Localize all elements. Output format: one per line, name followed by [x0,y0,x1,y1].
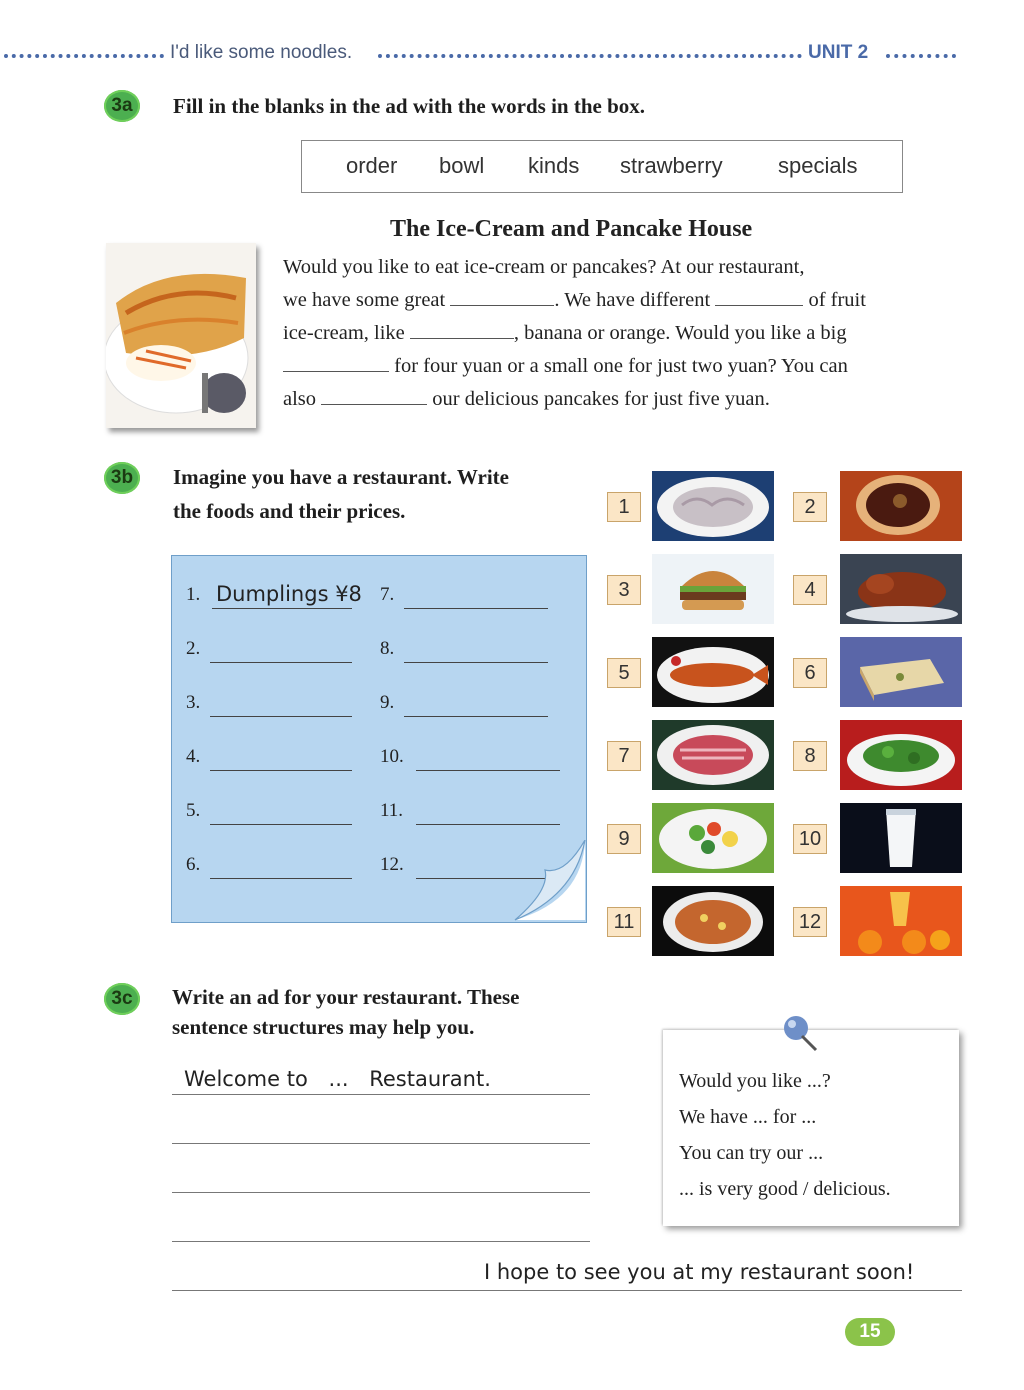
milk-illustration [840,803,962,873]
badge-3c: 3c [104,983,140,1015]
fish-illustration [652,637,774,707]
hamburger-image [652,554,774,624]
food-number: 6 [793,658,827,688]
dumplings-illustration [652,471,774,541]
instruction-line: the foods and their prices. [173,499,406,523]
ad-line [283,251,953,284]
answer-line[interactable] [210,770,352,771]
food-number: 7 [607,741,641,771]
write-line[interactable] [172,1094,590,1095]
line-number: 2. [186,638,201,659]
sliced-meat-image [652,720,774,790]
page-number: 15 [845,1318,895,1346]
blank-field[interactable] [410,318,514,339]
blank-field[interactable] [450,285,554,306]
food-number: 8 [793,741,827,771]
hamburger-illustration [652,554,774,624]
line-number: 5. [186,800,201,821]
roast-duck-illustration [840,554,962,624]
welcome-ellipsis: ... [328,1067,349,1091]
ad-line [283,383,953,416]
ad-text-segment: of fruit [808,289,866,311]
write-line[interactable] [172,1241,590,1242]
ad-text-segment: ice-cream, like [283,322,405,344]
blank-field[interactable] [321,384,427,405]
line-number: 10. [380,746,404,767]
example-answer: Dumplings ¥8 [216,582,362,606]
help-sentence: ... is very good / delicious. [679,1178,891,1200]
answer-line[interactable] [212,608,352,609]
tomato-soup-image [652,886,774,956]
pancake-slices-illustration [840,637,962,707]
ad-title: The Ice-Cream and Pancake House [390,216,753,242]
line-number: 6. [186,854,201,875]
lesson-title: I'd like some noodles. [170,42,353,63]
write-line[interactable] [172,1192,590,1193]
header-dots-mid [378,54,802,58]
line-number: 1. [186,584,201,605]
instruction-line: Write an ad for your restaurant. These [172,985,520,1009]
line-number: 12. [380,854,404,875]
ad-text-segment: also [283,388,317,410]
answer-line[interactable] [210,716,352,717]
closing-line: I hope to see you at my restaurant soon! [484,1260,915,1284]
answer-line[interactable] [416,824,560,825]
line-number: 8. [380,638,395,659]
tomato-soup-illustration [652,886,774,956]
ad-text-segment: for four yuan or a small one for just two yuan? You can [394,355,848,377]
pancake-slices-image [840,637,962,707]
instruction-3a: Fill in the blanks in the ad with the words in the box. [173,94,646,118]
ad-line [283,350,953,383]
word-item: specials [778,153,858,178]
answer-line[interactable] [404,608,548,609]
answer-line[interactable] [404,662,548,663]
dumplings-image [652,471,774,541]
green-vegetables-image [840,720,962,790]
help-sentence: We have ... for ... [679,1106,817,1128]
unit-label: UNIT 2 [808,42,869,63]
word-item: strawberry [620,153,723,178]
pancake-photo [106,243,256,428]
orange-juice-illustration [840,886,962,956]
fish-image [652,637,774,707]
food-number: 5 [607,658,641,688]
pancake-illustration [106,243,256,428]
ad-text-segment: . We have different [554,289,711,311]
pushpin-icon [776,1010,824,1058]
salad-illustration [652,803,774,873]
instruction-line: Imagine you have a restaurant. Write [173,465,509,489]
food-number: 9 [607,824,641,854]
page-curl [505,840,590,925]
ad-text-segment: we have some great [283,289,446,311]
answer-line[interactable] [210,878,352,879]
sliced-meat-illustration [652,720,774,790]
instruction-3b [173,460,509,528]
header-dots-left [4,54,164,58]
food-number: 12 [793,907,827,937]
sentence-help-card [663,1030,959,1226]
welcome-restaurant: Restaurant. [369,1067,491,1091]
soup-illustration [840,471,962,541]
food-number: 10 [793,824,827,854]
word-box [301,140,903,193]
blank-field[interactable] [283,351,389,372]
line-number: 7. [380,584,395,605]
welcome-text: Welcome to [184,1067,308,1091]
food-number: 1 [607,492,641,522]
milk-image [840,803,962,873]
instruction-line: sentence structures may help you. [172,1015,475,1039]
answer-line[interactable] [416,770,560,771]
word-item: bowl [439,153,485,178]
salad-image [652,803,774,873]
food-number: 2 [793,492,827,522]
answer-line[interactable] [210,824,352,825]
soup-bowl-image [840,471,962,541]
ad-line [283,317,953,350]
roast-duck-image [840,554,962,624]
answer-line[interactable] [404,716,548,717]
badge-3b: 3b [104,462,140,494]
food-number: 3 [607,575,641,605]
welcome-line [184,1067,491,1091]
vegetables-illustration [840,720,962,790]
orange-juice-image [840,886,962,956]
ad-text-segment: our delicious pancakes for just five yuan. [432,388,770,410]
ad-text-segment: , banana or orange. Would you like a big [513,322,847,344]
ad-line [283,284,953,317]
instruction-3c [172,982,519,1042]
word-item: order [346,153,398,178]
ad-text [283,251,953,416]
line-number: 11. [380,800,404,821]
help-sentence: You can try our ... [679,1142,824,1164]
blank-field[interactable] [715,285,803,306]
header-dots-right [886,54,956,58]
write-line[interactable] [172,1143,590,1144]
ad-text-segment: Would you like to eat ice-cream or pancakes? At our restaurant, [283,256,805,278]
food-number: 11 [607,907,641,937]
badge-3a: 3a [104,90,140,122]
line-number: 3. [186,692,201,713]
line-number: 9. [380,692,395,713]
word-item: kinds [528,153,580,178]
closing-underline [172,1290,962,1291]
page-header [0,40,1024,70]
food-number: 4 [793,575,827,605]
help-sentence: Would you like ...? [679,1070,831,1092]
line-number: 4. [186,746,201,767]
answer-line[interactable] [210,662,352,663]
